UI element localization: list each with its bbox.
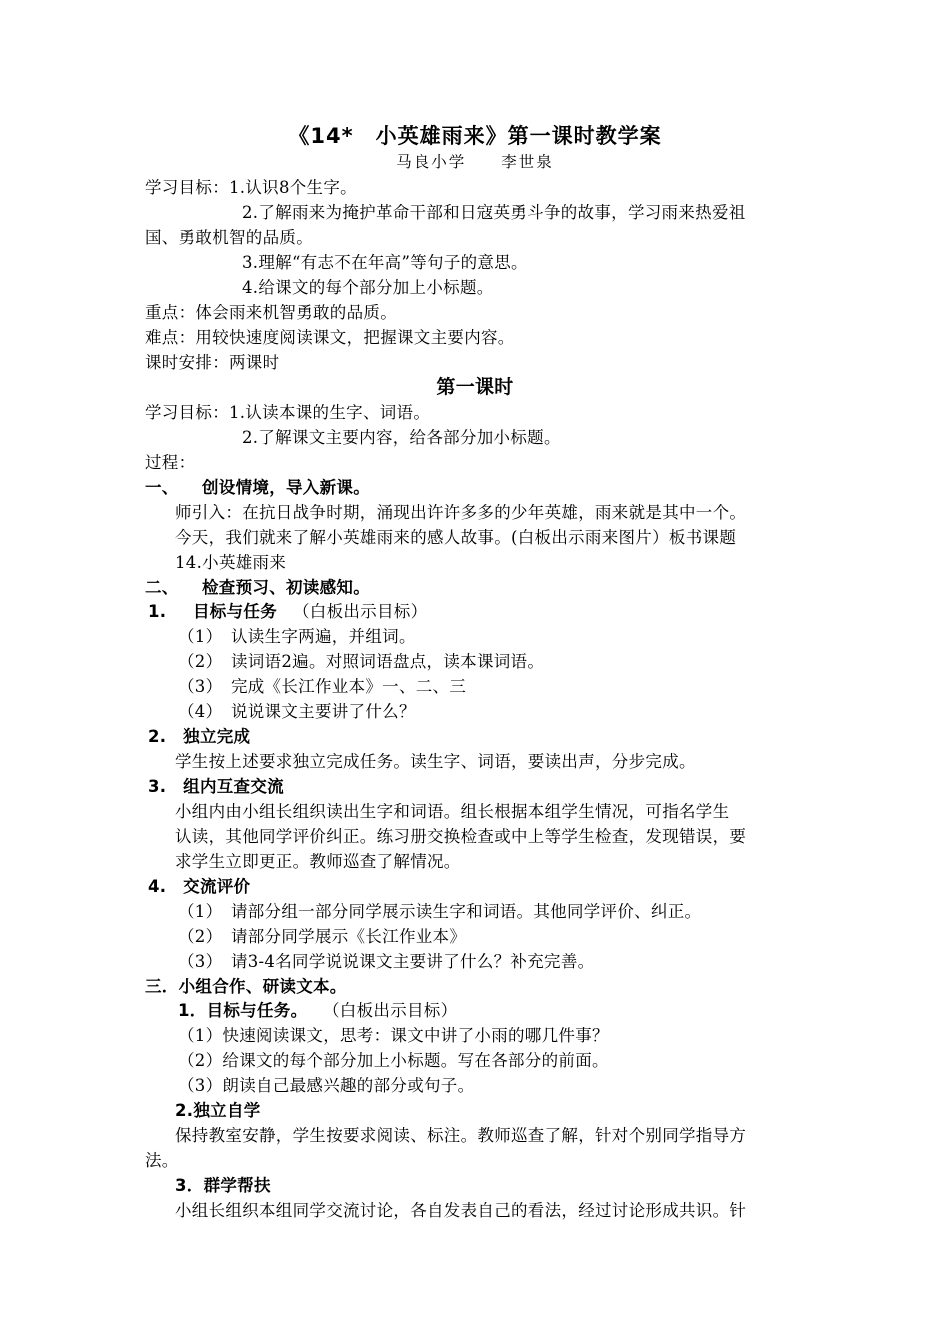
- s3-item-2-para-2: 法。: [145, 1151, 179, 1170]
- s3-item-1-note: （白板出示目标）: [323, 1001, 458, 1020]
- lesson-heading: 第一课时: [436, 376, 514, 398]
- lesson-goal-2: 2.了解课文主要内容，给各部分加小标题。: [242, 428, 561, 447]
- section-1-para-3: 14.小英雄雨来: [175, 553, 287, 572]
- s2-item-2-para: 学生按上述要求独立完成任务。读生字、词语，要读出声，分步完成。: [175, 752, 696, 771]
- goals-line: 学习目标：1.认识8个生字。: [145, 178, 357, 197]
- key-point: 重点：体会雨来机智勇敢的品质。: [145, 303, 397, 322]
- section-2-title: 检查预习、初读感知。: [202, 578, 370, 597]
- s3-item-1-b: （2）给课文的每个部分加上小标题。写在各部分的前面。: [178, 1051, 609, 1070]
- section-1-number: 一、: [145, 478, 179, 497]
- s2-item-1-note: （白板出示目标）: [293, 602, 428, 621]
- s2-item-4-c: （3） 请3-4名同学说说课文主要讲了什么？补充完善。: [178, 952, 595, 971]
- s2-item-1-a: （1） 认读生字两遍，并组词。: [178, 627, 416, 646]
- goal-2a: 2.了解雨来为掩护革命干部和日寇英勇斗争的故事，学习雨来热爱祖: [242, 203, 746, 222]
- s2-item-1-d: （4） 说说课文主要讲了什么？: [178, 702, 416, 721]
- author-line: 马良小学 李世泉: [396, 153, 554, 171]
- goal-3: 3.理解“有志不在年高”等句子的意思。: [242, 253, 528, 272]
- section-1-title: 创设情境，导入新课。: [202, 478, 370, 497]
- goal-2b: 国、勇敢机智的品质。: [145, 228, 313, 247]
- s2-item-1-c: （3） 完成《长江作业本》一、二、三: [178, 677, 467, 696]
- s2-item-3-para-2: 认读，其他同学评价纠正。练习册交换检查或中上等学生检查，发现错误，要: [175, 827, 747, 846]
- document-title: 《14* 小英雄雨来》第一课时教学案: [288, 124, 662, 148]
- s2-item-4-title: 4. 交流评价: [148, 877, 251, 896]
- s2-item-3-para-1: 小组内由小组长组织读出生字和词语。组长根据本组学生情况，可指名学生: [175, 802, 730, 821]
- section-3-title: 三．小组合作、研读文本。: [145, 977, 347, 996]
- section-1-para-1: 师引入：在抗日战争时期，涌现出许许多多的少年英雄，雨来就是其中一个。: [175, 503, 747, 522]
- s3-item-2-para-1: 保持教室安静，学生按要求阅读、标注。教师巡查了解，针对个别同学指导方: [175, 1126, 747, 1145]
- s2-item-1-b: （2） 读词语2遍。对照词语盘点，读本课词语。: [178, 652, 545, 671]
- difficulty: 难点：用较快速度阅读课文，把握课文主要内容。: [145, 328, 515, 347]
- s2-item-3-para-3: 求学生立即更正。教师巡查了解情况。: [175, 852, 461, 871]
- s2-item-1-title: 目标与任务: [193, 602, 277, 621]
- s2-item-4-a: （1） 请部分组一部分同学展示读生字和词语。其他同学评价、纠正。: [178, 902, 702, 921]
- lesson-goal-1: 学习目标：1.认读本课的生字、词语。: [145, 403, 431, 422]
- process-label: 过程：: [145, 453, 196, 472]
- s2-item-2-title: 2. 独立完成: [148, 727, 251, 746]
- s3-item-1-c: （3）朗读自己最感兴趣的部分或句子。: [178, 1076, 475, 1095]
- s3-item-1-title: 1．目标与任务。: [178, 1001, 308, 1020]
- s3-item-3-title: 3．群学帮扶: [175, 1176, 271, 1195]
- s3-item-2-title: 2.独立自学: [175, 1101, 261, 1120]
- s2-item-1-number: 1.: [148, 602, 167, 621]
- s2-item-4-b: （2） 请部分同学展示《长江作业本》: [178, 927, 467, 946]
- section-1-para-2: 今天，我们就来了解小英雄雨来的感人故事。(白板出示雨来图片）板书课题: [175, 528, 737, 547]
- goal-4: 4.给课文的每个部分加上小标题。: [242, 278, 494, 297]
- s3-item-1-a: （1）快速阅读课文，思考：课文中讲了小雨的哪几件事？: [178, 1026, 609, 1045]
- s2-item-3-title: 3. 组内互查交流: [148, 777, 284, 796]
- schedule: 课时安排：两课时: [145, 353, 280, 372]
- section-2-number: 二、: [145, 578, 179, 597]
- s3-item-3-para-1: 小组长组织本组同学交流讨论，各自发表自己的看法，经过讨论形成共识。针: [175, 1201, 747, 1220]
